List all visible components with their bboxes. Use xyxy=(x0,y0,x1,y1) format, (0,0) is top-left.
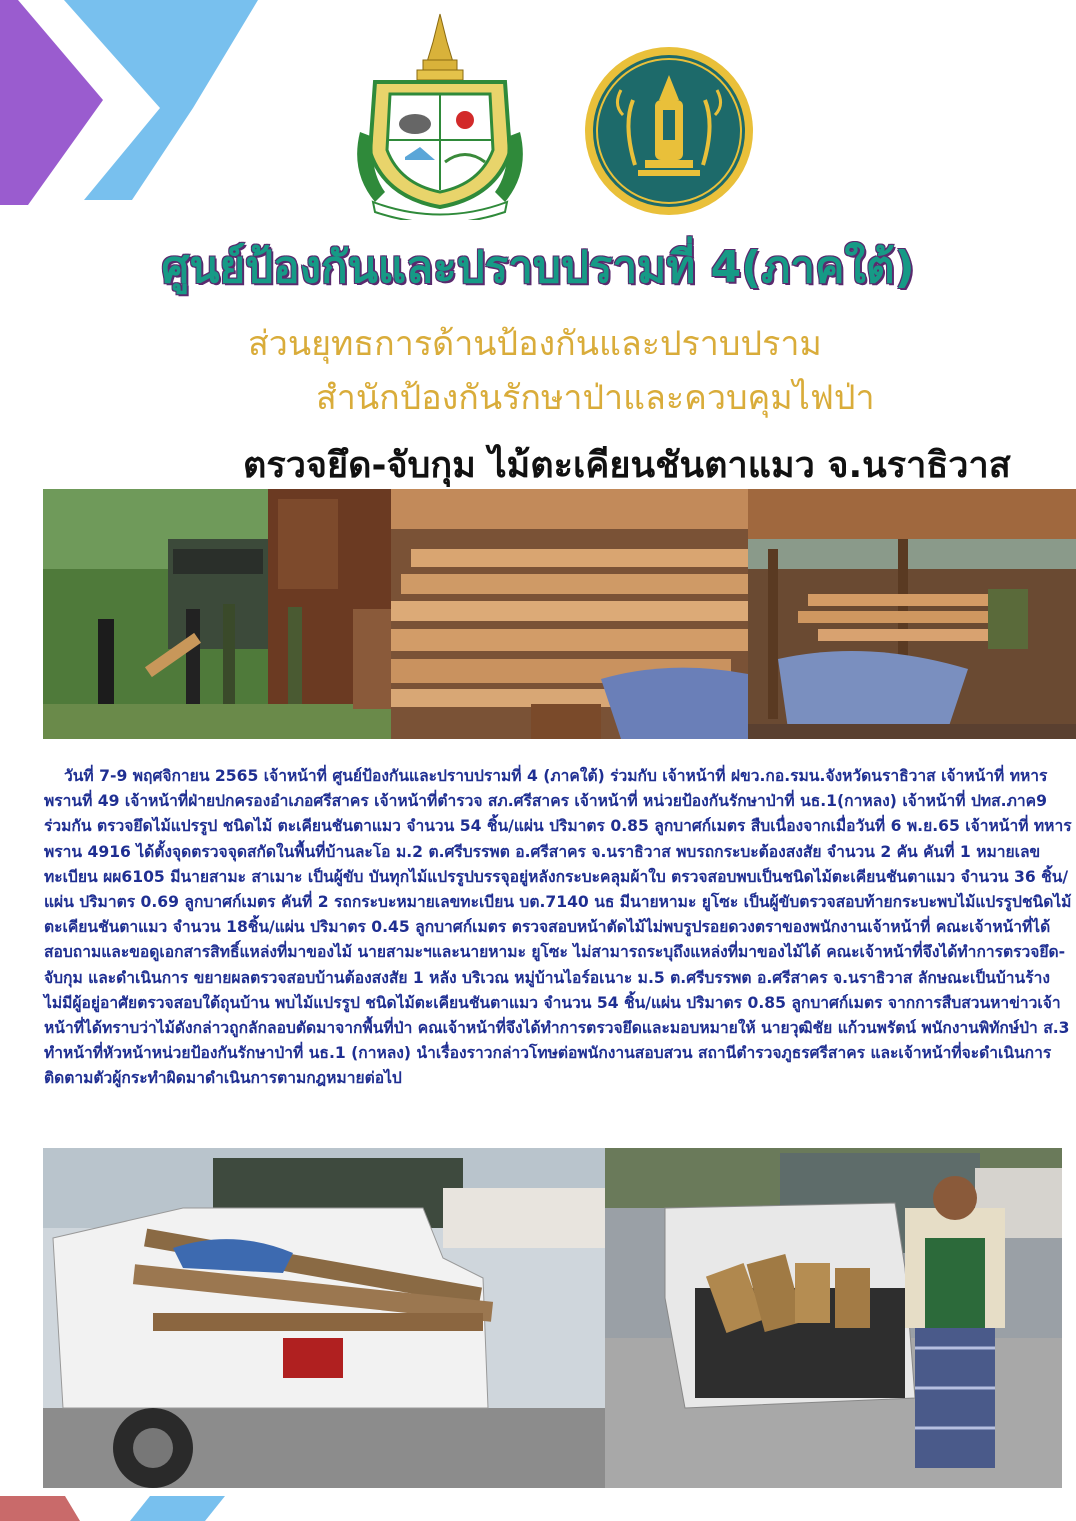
royal-forest-department-seal-icon xyxy=(583,45,755,217)
timber-under-house-photo xyxy=(748,489,1076,739)
decorative-corner-shapes xyxy=(0,0,300,235)
ministry-emblem xyxy=(345,12,535,220)
forest-department-seal xyxy=(583,45,755,217)
subtitle-line-1: ส่วนยุทธการด้านป้องกันและปราบปราม xyxy=(248,324,822,364)
subtitle-line-2: สำนักป้องกันรักษาป่าและควบคุมไฟป่า xyxy=(316,378,875,418)
officers-unloading-truck-photo xyxy=(43,489,391,739)
news-body-paragraph: วันที่ 7-9 พฤศจิกายน 2565 เจ้าหน้าที่ ศูนย์ป้องกันและปราบปรามที่ 4 (ภาคใต้) ร่วมกับ เจ้าหน้าที่ ฝขว.กอ.รมน.จังหวัดนราธิวาส เจ้าหน้าที่ ทหารพรานที่ 49 เจ้าหน้าที่ฝ่ายปกครองอำเภอศรีสาคร เจ้าหน้าที่ตำรวจ สภ.ศรีสาคร เจ้าหน้าที่ หน่วยป้องกันรักษาป่าที่ นธ.1(กาหลง) เจ้าหน้าที่ ปทส.ภาค9 ร่วมกัน ตรวจยึดไม้แปรรูป ชนิดไม้ ตะเคียนชันตาแมว จำนวน 54 ชิ้น/แผ่น ปริมาตร 0.85 ลูกบาศก์เมตร สืบเนื่องจากเมื่อวันที่ 6 พ.ย.65 เจ้าหน้าที่ ทหารพราน 4916 ได้ตั้งจุดตรวจจุดสกัดในพื้นที่บ้านละโอ ม.2 ต.ศรีบรรพต อ.ศรีสาคร จ.นราธิวาส พบรถกระบะต้องสงสัย จำนวน 2 คัน คันที่ 1 หมายเลขทะเบียน ผผ6105 มีนายสามะ สาเมาะ เป็นผู้ขับ บันทุกไม้แปรรูปบรรจุอยู่หลังกระบะคลุมผ้าใบ ตรวจสอบพบเป็นชนิดไม้ตะเคียนชันตาแมว จำนวน 36 ชิ้น/แผ่น ปริมาตร 0.69 ลูกบาศก์เมตร คันที่ 2 รถกระบะหมายเลขทะเบียน บต.7140 นธ มีนายหามะ ยูโซะ เป็นผู้ขับตรวจสอบท้ายกระบะพบไม้แปรรูปชนิดไม้ตะเคียนชันตาแมว จำนวน 18ชิ้น/แผ่น ปริมาตร 0.45 ลูกบาศก์เมตร ตรวจสอบหน้าตัดไม้ไม่พบรูปรอยดวงตราของพนักงานเจ้าหน้าที่ คณะเจ้าหน้าที่ได้สอบถามและขอดูเอกสารสิทธิ์แหล่งที่มาของไม้ นายสามะฯและนายหามะ ยูโซะ ไม่สามารถระบุถึงแหล่งที่มาของไม้ได้ คณะเจ้าหน้าที่จึงได้ทำการตรวจยึด-จับกุม และดำเนินการ ขยายผลตรวจสอบบ้านต้องสงสัย 1 หลัง บริเวณ หมู่บ้านไอร์อเนาะ ม.5 ต.ศรีบรรพต อ.ศรีสาคร จ.นราธิวาส ลักษณะเป็นบ้านร้างไม่มีผู้อยู่อาศัยตรวจสอบใต้ถุนบ้าน พบไม้แปรรูป ชนิดไม้ตะเคียนชันตาแมว จำนวน 54 ชิ้น/แผ่น ปริมาตร 0.85 ลูกบาศก์เมตร จากการสืบสวนหาข่าวเจ้าหน้าที่ได้ทราบว่าไม้ดังกล่าวถูกลักลอบตัดมาจากพื้นที่ป่า คณเจ้าหน้าที่จึงได้ทำการตรวจยึดและมอบหมายให้ นายวุฒิชัย แก้วนพรัตน์ พนักงานพิทักษ์ป่า ส.3 ทำหน้าที่หัวหน้าหน่วยป้องกันรักษาป่าที่ นธ.1 (กาหลง) นำเรื่องราวกล่าวโทษต่อพนักงานสอบสวน สถานีตำรวจภูธรศรีสาคร และเจ้าหน้าที่จะดำเนินการติดตามตัวผู้กระทำผิดมาดำเนินการตามกฎหมายต่อไป xyxy=(44,767,1072,1088)
stacked-timber-closeup-photo xyxy=(391,489,748,739)
main-title: ศูนย์ป้องกันและปราบปรามที่ 4(ภาคใต้) xyxy=(161,242,915,293)
pickup-with-timber-photo xyxy=(43,1148,605,1488)
news-headline: ตรวจยึด-จับกุม ไม้ตะเคียนชันตาแมว จ.นราธิวาส xyxy=(243,445,1011,486)
decorative-bottom-shapes xyxy=(0,1490,230,1521)
suspect-with-pickup-photo xyxy=(605,1148,1062,1488)
ministry-emblem-icon xyxy=(345,12,535,220)
